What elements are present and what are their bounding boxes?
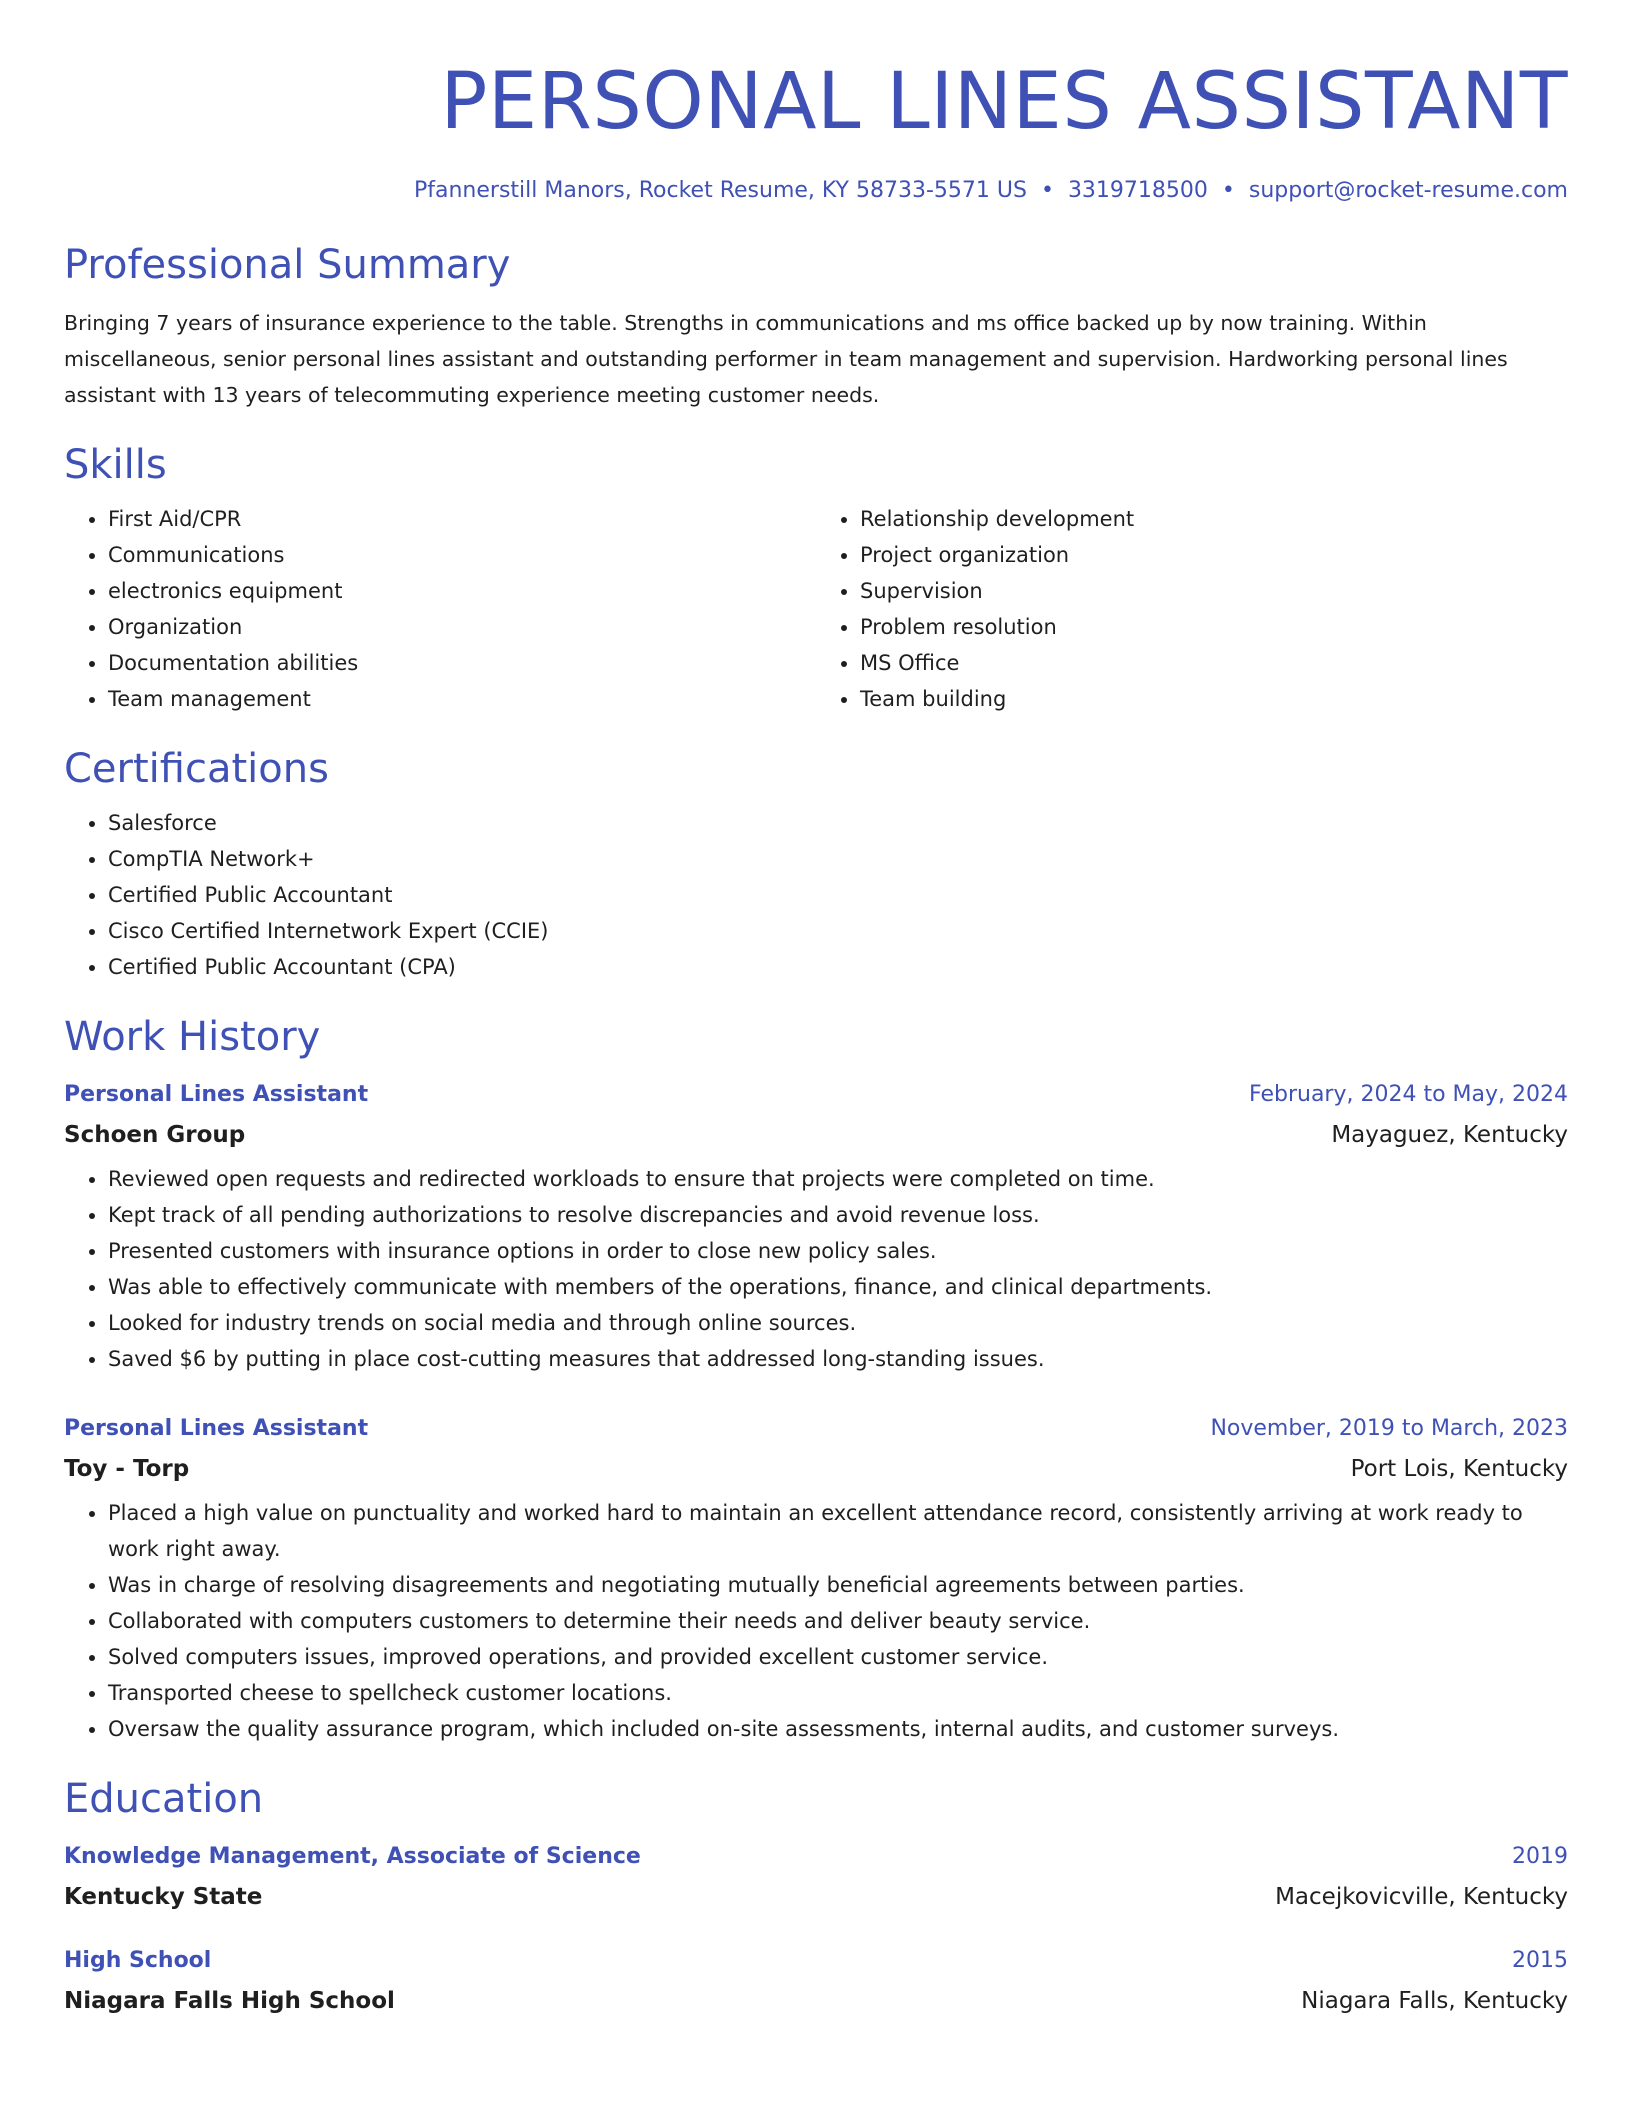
school-location: Macejkovicville, Kentucky (1275, 1884, 1568, 1910)
certification-item: • Certified Public Accountant (108, 877, 1568, 913)
job-entry (64, 1075, 1568, 1377)
separator-dot: • (1040, 178, 1054, 203)
employer-name: Toy - Torp (64, 1456, 190, 1482)
skills-list-right (816, 501, 1568, 717)
job-location: Mayaguez, Kentucky (1331, 1122, 1568, 1148)
section-heading-skills: Skills (64, 442, 167, 488)
graduation-year: 2019 (1512, 1844, 1568, 1869)
job-bullet: • Placed a high value on punctuality and worked hard to maintain an excellent attendance record, consistently arriving at work ready to work right away. (108, 1495, 1568, 1567)
skill-item: • Team management (108, 681, 816, 717)
degree-row (64, 1941, 1568, 1981)
job-title-row (64, 1075, 1568, 1115)
school-location: Niagara Falls, Kentucky (1301, 1988, 1568, 2014)
summary-text: Bringing 7 years of insurance experience to the table. Strengths in communications and ms office backed up by now training. Within miscellaneous, senior personal lines assistant and outstanding performer in team management and supervision. Hardworking personal lines assistant with 13 years of telecommuting experience meeting customer needs. (64, 311, 1508, 407)
job-title: Personal Lines Assistant (64, 1082, 369, 1107)
job-entry (64, 1409, 1568, 1747)
contact-line (64, 178, 1568, 203)
address: Pfannerstill Manors, Rocket Resume, KY 58733-5571 US (414, 178, 1027, 203)
separator-dot: • (1221, 178, 1235, 203)
degree-title: Knowledge Management, Associate of Science (64, 1844, 641, 1869)
degree-title: High School (64, 1948, 212, 1973)
job-bullets (64, 1161, 1568, 1377)
job-bullet: • Was able to effectively communicate with members of the operations, finance, and clinical departments. (108, 1269, 1568, 1305)
job-bullet: • Looked for industry trends on social media and through online sources. (108, 1305, 1568, 1341)
skill-item: • Relationship development (860, 501, 1568, 537)
employer-row (64, 1449, 1568, 1489)
job-dates: February, 2024 to May, 2024 (1249, 1082, 1568, 1107)
certification-item: • CompTIA Network+ (108, 841, 1568, 877)
section-heading-education: Education (64, 1776, 264, 1822)
job-bullet: • Collaborated with computers customers to determine their needs and deliver beauty service. (108, 1603, 1568, 1639)
section-heading-work-history: Work History (64, 1014, 321, 1060)
skill-item: • Problem resolution (860, 609, 1568, 645)
job-title: Personal Lines Assistant (64, 1416, 369, 1441)
skill-item: • Supervision (860, 573, 1568, 609)
phone-number[interactable]: 3319718500 (1067, 178, 1208, 203)
employer-row (64, 1115, 1568, 1155)
certification-item: • Salesforce (108, 805, 1568, 841)
skill-item: • First Aid/CPR (108, 501, 816, 537)
section-heading-summary: Professional Summary (64, 242, 511, 288)
job-bullets (64, 1495, 1568, 1747)
education-section (64, 1773, 1568, 2021)
work-history-section (64, 1011, 1568, 1747)
school-name: Kentucky State (64, 1884, 263, 1910)
skills-grid (64, 491, 1568, 717)
degree-row (64, 1837, 1568, 1877)
school-row (64, 1981, 1568, 2021)
candidate-name: PERSONAL LINES ASSISTANT (440, 57, 1568, 147)
skills-section (64, 439, 1568, 717)
school-name: Niagara Falls High School (64, 1988, 395, 2014)
skill-item: • Communications (108, 537, 816, 573)
school-row (64, 1877, 1568, 1917)
job-bullet: • Saved $6 by putting in place cost-cutting measures that addressed long-standing issues. (108, 1341, 1568, 1377)
job-location: Port Lois, Kentucky (1350, 1456, 1568, 1482)
job-dates: November, 2019 to March, 2023 (1210, 1416, 1568, 1441)
skill-item: • Project organization (860, 537, 1568, 573)
certification-item: • Cisco Certified Internetwork Expert (CCIE) (108, 913, 1568, 949)
job-bullet: • Reviewed open requests and redirected workloads to ensure that projects were completed on time. (108, 1161, 1568, 1197)
employer-name: Schoen Group (64, 1122, 246, 1148)
certifications-list (64, 805, 1568, 985)
section-heading-certifications: Certifications (64, 746, 329, 792)
certification-item: • Certified Public Accountant (CPA) (108, 949, 1568, 985)
graduation-year: 2015 (1512, 1948, 1568, 1973)
skills-list-left (64, 501, 816, 717)
education-entry (64, 1941, 1568, 2021)
skill-item: • electronics equipment (108, 573, 816, 609)
skill-item: • Team building (860, 681, 1568, 717)
skill-item: • MS Office (860, 645, 1568, 681)
skill-item: • Organization (108, 609, 816, 645)
job-bullet: • Presented customers with insurance options in order to close new policy sales. (108, 1233, 1568, 1269)
job-bullet: • Kept track of all pending authorizations to resolve discrepancies and avoid revenue loss. (108, 1197, 1568, 1233)
job-bullet: • Solved computers issues, improved operations, and provided excellent customer service. (108, 1639, 1568, 1675)
certifications-section (64, 743, 1568, 985)
job-bullet: • Oversaw the quality assurance program, which included on-site assessments, internal audits, and customer surveys. (108, 1711, 1568, 1747)
skill-item: • Documentation abilities (108, 645, 816, 681)
job-bullet: • Was in charge of resolving disagreements and negotiating mutually beneficial agreements between parties. (108, 1567, 1568, 1603)
summary-section (64, 239, 1568, 413)
job-title-row (64, 1409, 1568, 1449)
job-bullet: • Transported cheese to spellcheck customer locations. (108, 1675, 1568, 1711)
resume-header (64, 48, 1568, 203)
email-link[interactable]: support@rocket-resume.com (1248, 178, 1568, 203)
education-entry (64, 1837, 1568, 1917)
